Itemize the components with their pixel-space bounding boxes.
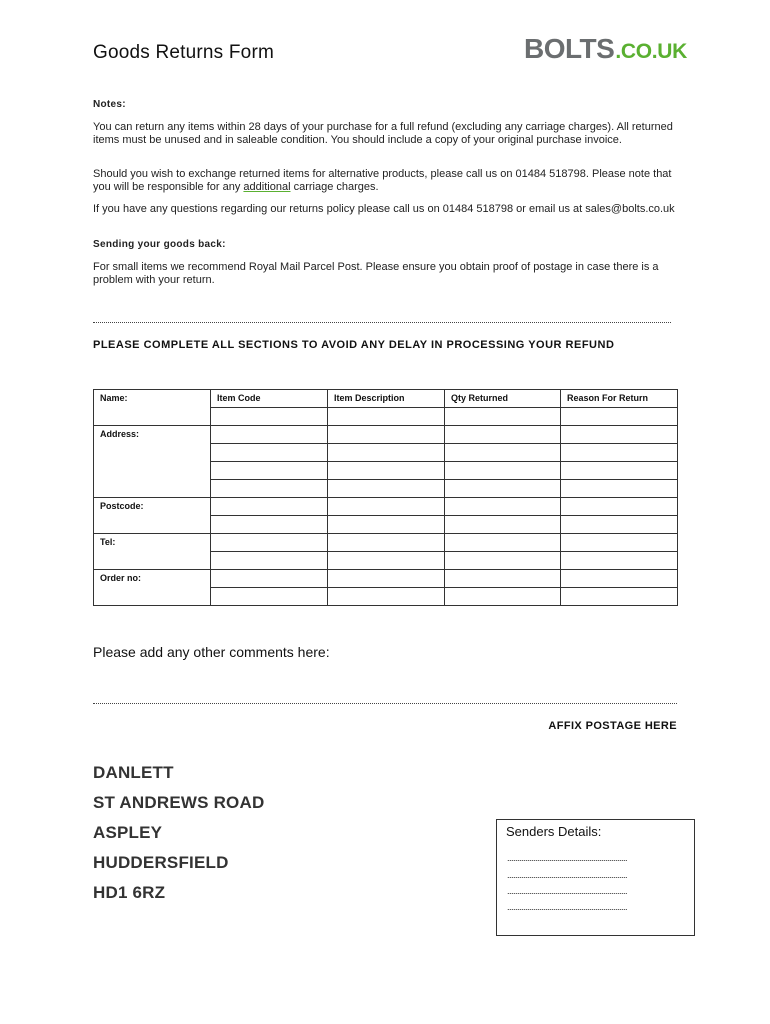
item-code-cell[interactable]: [211, 426, 328, 444]
address-cell[interactable]: [94, 426, 211, 498]
item-description-cell[interactable]: [328, 552, 445, 570]
item-description-cell[interactable]: [328, 444, 445, 462]
item-description-cell[interactable]: [328, 516, 445, 534]
returns-table: [93, 389, 678, 606]
tel-cell[interactable]: [94, 534, 211, 570]
name-cell[interactable]: [94, 390, 211, 426]
sender-line-2[interactable]: ............................................................: [507, 870, 628, 880]
sender-line-4[interactable]: ............................................................: [507, 902, 628, 912]
qty-returned-cell[interactable]: [445, 588, 561, 606]
reason-cell[interactable]: [561, 534, 678, 552]
qty-returned-cell[interactable]: [445, 570, 561, 588]
sending-paragraph: For small items we recommend Royal Mail Parcel Post. Please ensure you obtain proof of postage in case there is a problem with your return.: [93, 261, 659, 286]
notes-label: Notes:: [93, 99, 126, 110]
item-description-cell[interactable]: [328, 480, 445, 498]
notes-paragraph-2-end: carriage charges.: [290, 181, 379, 193]
address-line-2: ST ANDREWS ROAD: [93, 793, 265, 812]
tel-label: Tel:: [100, 537, 116, 547]
logo-main-text: BOLTS: [524, 33, 615, 64]
notes-paragraph-2-underlined: additional: [243, 181, 291, 193]
name-label: Name:: [100, 393, 128, 403]
item-description-cell[interactable]: [328, 570, 445, 588]
reason-cell[interactable]: [561, 570, 678, 588]
address-line-1: DANLETT: [93, 763, 174, 782]
item-code-cell[interactable]: [211, 480, 328, 498]
qty-returned-cell[interactable]: [445, 426, 561, 444]
qty-returned-cell[interactable]: [445, 462, 561, 480]
notes-paragraph-2-start: Should you wish to exchange returned items for alternative products, please call us on 01484 518798. Please note that you will be responsible for any: [93, 168, 672, 193]
senders-details-title: Senders Details:: [506, 824, 602, 839]
item-code-cell[interactable]: [211, 444, 328, 462]
item-description-cell[interactable]: [328, 462, 445, 480]
item-code-cell[interactable]: [211, 534, 328, 552]
table-row: [94, 570, 678, 588]
sender-line-1[interactable]: ............................................................: [507, 853, 628, 863]
reason-cell[interactable]: [561, 498, 678, 516]
item-description-cell[interactable]: [328, 498, 445, 516]
page-title: Goods Returns Form: [93, 42, 274, 63]
dotted-separator-top: [93, 322, 671, 323]
table-row: [94, 426, 678, 444]
item-code-cell[interactable]: [211, 552, 328, 570]
reason-cell[interactable]: [561, 552, 678, 570]
table-row: [94, 390, 678, 408]
header-reason-for-return: Reason For Return: [561, 390, 678, 408]
item-description-cell[interactable]: [328, 588, 445, 606]
address-line-3: ASPLEY: [93, 823, 163, 842]
header-item-code: Item Code: [211, 390, 328, 408]
reason-cell[interactable]: [561, 462, 678, 480]
logo-tld-text: .CO.UK: [615, 40, 688, 63]
item-code-cell[interactable]: [211, 588, 328, 606]
notes-paragraph-2: [93, 168, 678, 194]
item-code-cell[interactable]: [211, 408, 328, 426]
item-code-cell[interactable]: [211, 498, 328, 516]
order-no-cell[interactable]: [94, 570, 211, 606]
item-code-cell[interactable]: [211, 570, 328, 588]
qty-returned-cell[interactable]: [445, 480, 561, 498]
address-line-5: HD1 6RZ: [93, 883, 166, 902]
complete-sections-heading: PLEASE COMPLETE ALL SECTIONS TO AVOID ANY DELAY IN PROCESSING YOUR REFUND: [93, 339, 615, 351]
reason-cell[interactable]: [561, 516, 678, 534]
reason-cell[interactable]: [561, 444, 678, 462]
postcode-label: Postcode:: [100, 501, 144, 511]
qty-returned-cell[interactable]: [445, 444, 561, 462]
qty-returned-cell[interactable]: [445, 516, 561, 534]
notes-paragraph-3: If you have any questions regarding our returns policy please call us on 01484 518798 or email us at sales@bolts.co.uk: [93, 203, 675, 215]
order-no-label: Order no:: [100, 573, 142, 583]
comments-label: Please add any other comments here:: [93, 644, 330, 660]
item-code-cell[interactable]: [211, 462, 328, 480]
comments-dotted-line[interactable]: [93, 703, 677, 704]
item-code-cell[interactable]: [211, 516, 328, 534]
table-row: [94, 498, 678, 516]
address-line-4: HUDDERSFIELD: [93, 853, 229, 872]
table-row: [94, 534, 678, 552]
header-item-description: Item Description: [328, 390, 445, 408]
notes-paragraph-1: You can return any items within 28 days of your purchase for a full refund (excluding any carriage charges). All returned items must be unused and in saleable condition. You should include a copy of your original purchase invoice.: [93, 121, 673, 146]
item-description-cell[interactable]: [328, 408, 445, 426]
sending-label: Sending your goods back:: [93, 239, 226, 250]
item-description-cell[interactable]: [328, 426, 445, 444]
qty-returned-cell[interactable]: [445, 534, 561, 552]
qty-returned-cell[interactable]: [445, 498, 561, 516]
affix-postage-label: AFFIX POSTAGE HERE: [548, 720, 677, 732]
reason-cell[interactable]: [561, 480, 678, 498]
sender-line-3[interactable]: ............................................................: [507, 886, 628, 896]
postcode-cell[interactable]: [94, 498, 211, 534]
qty-returned-cell[interactable]: [445, 552, 561, 570]
reason-cell[interactable]: [561, 426, 678, 444]
reason-cell[interactable]: [561, 588, 678, 606]
header-qty-returned: Qty Returned: [445, 390, 561, 408]
senders-details-box: [496, 819, 695, 936]
item-description-cell[interactable]: [328, 534, 445, 552]
reason-cell[interactable]: [561, 408, 678, 426]
qty-returned-cell[interactable]: [445, 408, 561, 426]
bolts-logo: [524, 33, 687, 65]
address-label: Address:: [100, 429, 140, 439]
